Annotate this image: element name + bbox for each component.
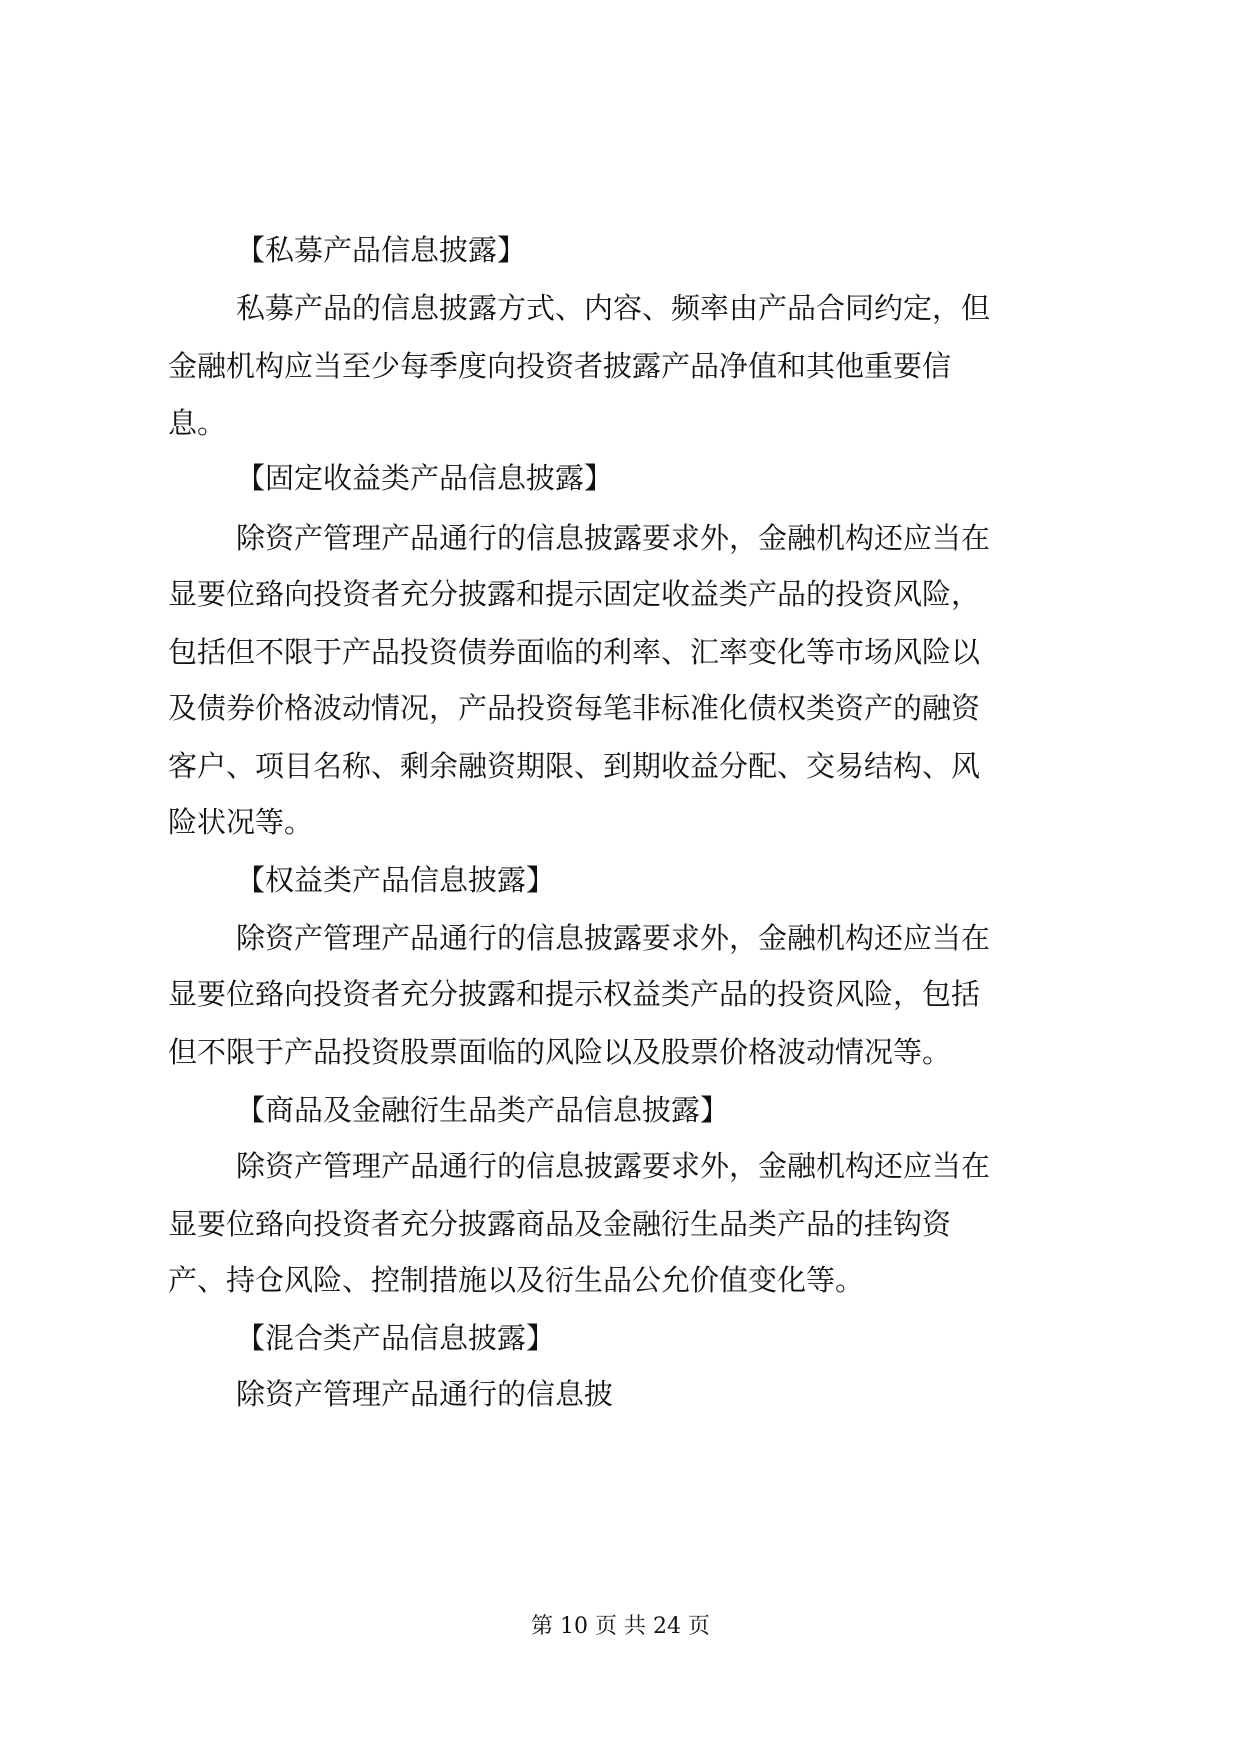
paragraph-line: 除资产管理产品通行的信息披露要求外，金融机构还应当在 — [236, 521, 991, 555]
paragraph-line: 及债券价格波动情况，产品投资每笔非标准化债权类资产的融资 — [168, 691, 981, 725]
paragraph-line: 产、持仓风险、控制措施以及衍生品公允价值变化等。 — [168, 1263, 865, 1297]
section-heading-fixed-income: 【固定收益类产品信息披露】 — [236, 461, 614, 495]
paragraph-line: 但不限于产品投资股票面临的风险以及股票价格波动情况等。 — [168, 1035, 952, 1069]
paragraph-line: 除资产管理产品通行的信息披露要求外，金融机构还应当在 — [236, 1149, 991, 1183]
paragraph-line: 显要位臵向投资者充分披露和提示权益类产品的投资风险，包括 — [168, 977, 981, 1011]
paragraph-line: 显要位臵向投资者充分披露和提示固定收益类产品的投资风险， — [168, 577, 981, 611]
paragraph-line: 私募产品的信息披露方式、内容、频率由产品合同约定，但 — [236, 291, 991, 325]
paragraph-line: 包括但不限于产品投资债券面临的利率、汇率变化等市场风险以 — [168, 635, 981, 669]
paragraph-line: 显要位臵向投资者充分披露商品及金融衍生品类产品的挂钩资 — [168, 1207, 952, 1241]
section-heading-private: 【私募产品信息披露】 — [236, 233, 527, 267]
page-number-footer: 第 10 页 共 24 页 — [531, 1614, 710, 1639]
section-heading-equity: 【权益类产品信息披露】 — [236, 863, 556, 897]
paragraph-line: 险状况等。 — [168, 805, 314, 839]
paragraph-line: 除资产管理产品通行的信息披露要求外，金融机构还应当在 — [236, 921, 991, 955]
paragraph-line: 除资产管理产品通行的信息披 — [236, 1377, 614, 1411]
paragraph-line: 息。 — [168, 406, 227, 440]
section-heading-mixed: 【混合类产品信息披露】 — [236, 1321, 556, 1355]
section-heading-commodity-derivatives: 【商品及金融衍生品类产品信息披露】 — [236, 1093, 730, 1127]
paragraph-line: 金融机构应当至少每季度向投资者披露产品净值和其他重要信 — [168, 349, 952, 383]
paragraph-line: 客户、项目名称、剩余融资期限、到期收益分配、交易结构、风 — [168, 749, 981, 783]
